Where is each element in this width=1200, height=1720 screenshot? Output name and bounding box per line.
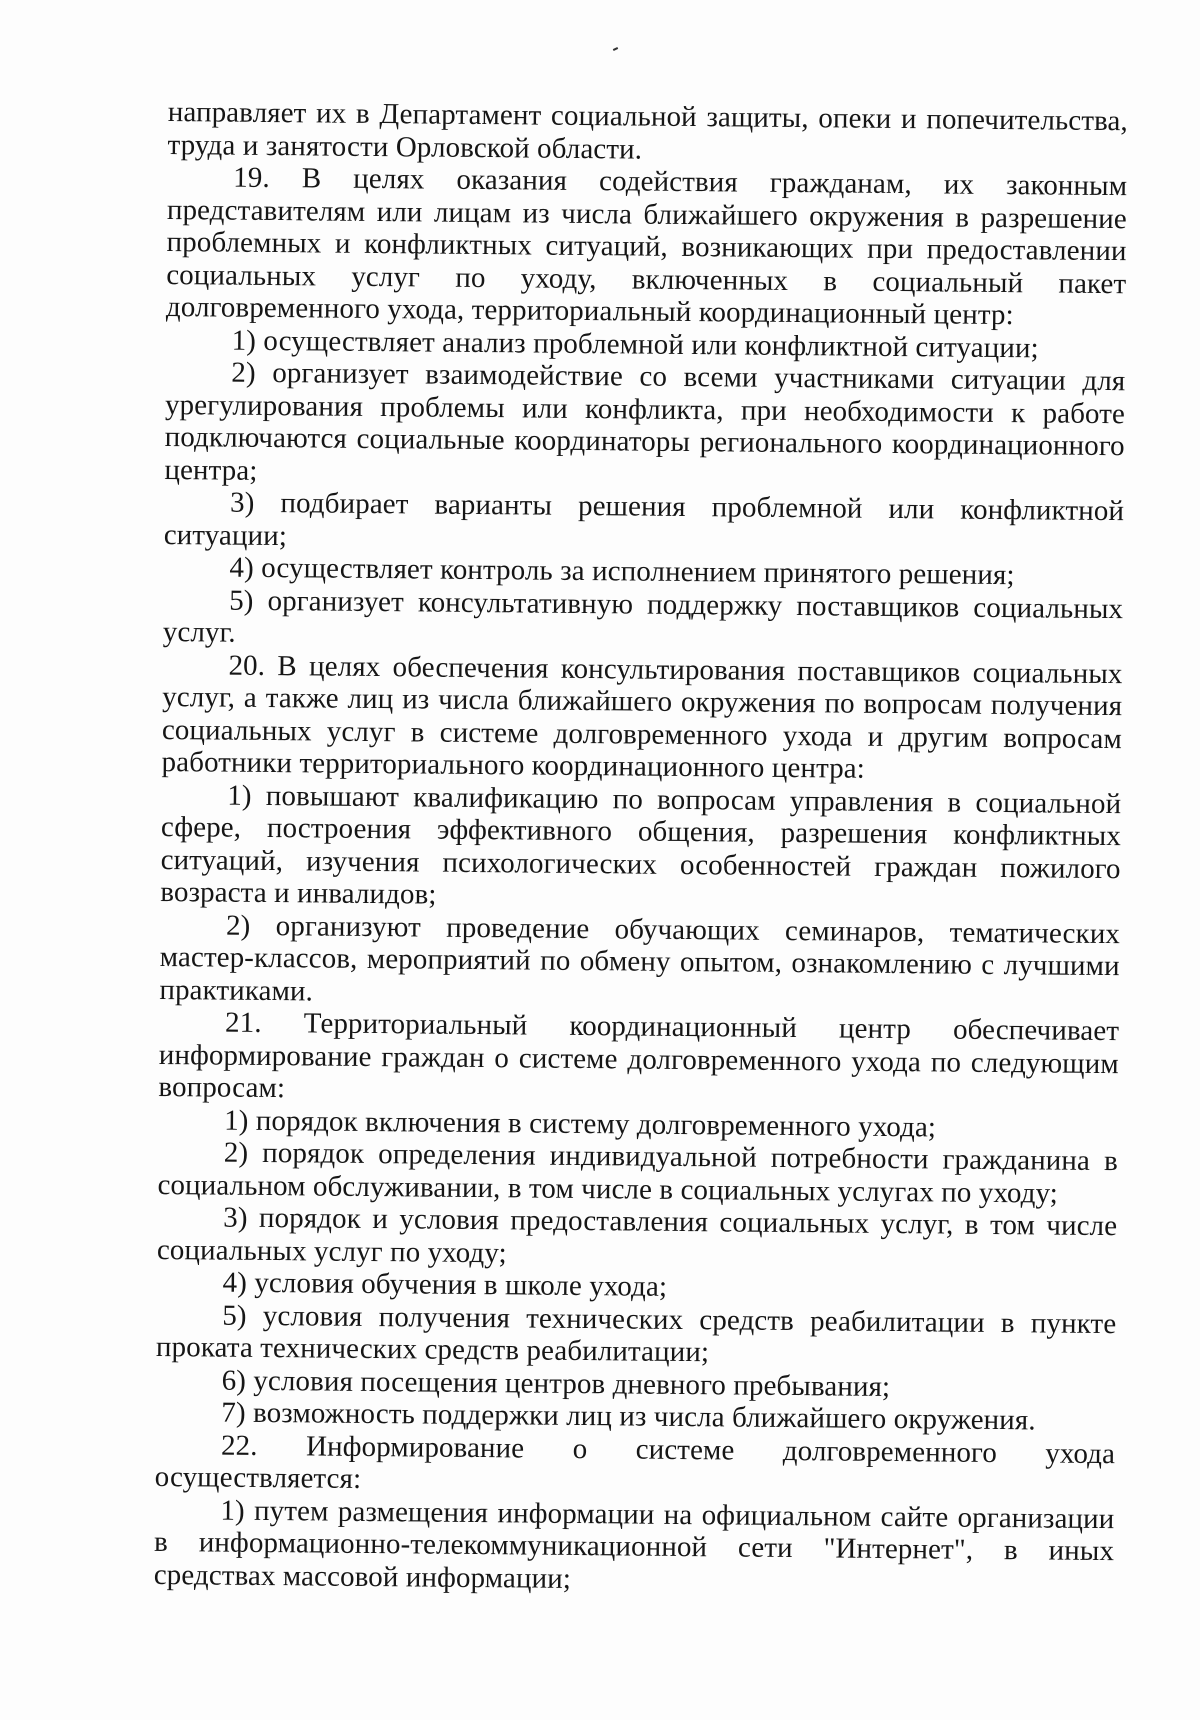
paragraph-22: 22. Информирование о системе долговременного ухода осуществляется:	[154, 1429, 1116, 1495]
list-item-21-7: 7) возможность поддержки лиц из числа ближайшего окружения.	[221, 1396, 1036, 1437]
list-item-19-2: 2) организует взаимодействие со всеми участниками ситуации для урегулирования проблемы или конфликта, при необходимости к работе подключаются социальные координаторы регионального координационного центра;	[164, 356, 1126, 487]
paragraph-21: 21. Территориальный координационный центр обеспечивает информирование граждан о системе долговременного ухода по следующим вопросам:	[158, 1006, 1120, 1105]
paragraph-19: 19. В целях оказания содействия гражданам, их законным представителям или лицам из числа ближайшего окружения в разрешение проблемных и конфликтных ситуаций, возникающих при предоставлении социальных услуг по уходу, включенных в социальный пакет долговременного ухода, территориальный координационный центр:	[165, 161, 1128, 332]
list-item-21-1: 1) порядок включения в систему долговременного ухода;	[224, 1104, 937, 1143]
paragraph-20: 20. В целях обеспечения консультирования поставщиков социальных услуг, а также лиц из числа ближайшего окружения по вопросам получения социальных услуг в системе долговременного ухода и другим вопросам работники территориального координационного центра:	[161, 649, 1123, 785]
list-item-19-3: 3) подбирает варианты решения проблемной или конфликтной ситуации;	[163, 486, 1125, 552]
list-item-21-5: 5) условия получения технических средств реабилитации в пункте проката технических средств реабилитации;	[155, 1299, 1117, 1369]
list-item-20-2: 2) организуют проведение обучающих семинаров, тематических мастер-классов, мероприятий по обмену опытом, ознакомлению с лучшими практиками.	[159, 909, 1121, 1007]
list-item-19-5: 5) организует консультативную поддержку поставщиков социальных услуг.	[162, 584, 1124, 649]
scan-artifact-mark	[613, 47, 618, 51]
list-item-22-1: 1) путем размещения информации на официальном сайте организации в информационно-телекоммуникационной сети "Интернет", в иных средствах массовой информации;	[153, 1494, 1115, 1595]
list-item-21-2: 2) порядок определения индивидуальной потребности гражданина в социальном обслуживании, в том числе в социальных услугах по уходу;	[157, 1136, 1118, 1210]
list-item-21-6: 6) условия посещения центров дневного пребывания;	[221, 1364, 891, 1403]
paragraph-intro-continuation: направляет их в Департамент социальной защиты, опеки и попечительства, труда и занятости Орловской области.	[167, 96, 1128, 166]
list-item-21-3: 3) порядок и условия предоставления социальных услуг, в том числе социальных услуг по уходу;	[156, 1201, 1118, 1269]
document-body	[154, 96, 1128, 1600]
list-item-19-1: 1) осуществляет анализ проблемной или конфликтной ситуации;	[231, 324, 1039, 364]
list-item-21-4: 4) условия обучения в школе ухода;	[222, 1266, 668, 1303]
list-item-20-1: 1) повышают квалификацию по вопросам управления в социальной сфере, построения эффективного общения, разрешения конфликтных ситуаций, изучения психологических особенностей граждан пожилого возраста и инвалидов;	[160, 779, 1122, 911]
list-item-19-4: 4) осуществляет контроль за исполнением принятого решения;	[229, 551, 1015, 592]
